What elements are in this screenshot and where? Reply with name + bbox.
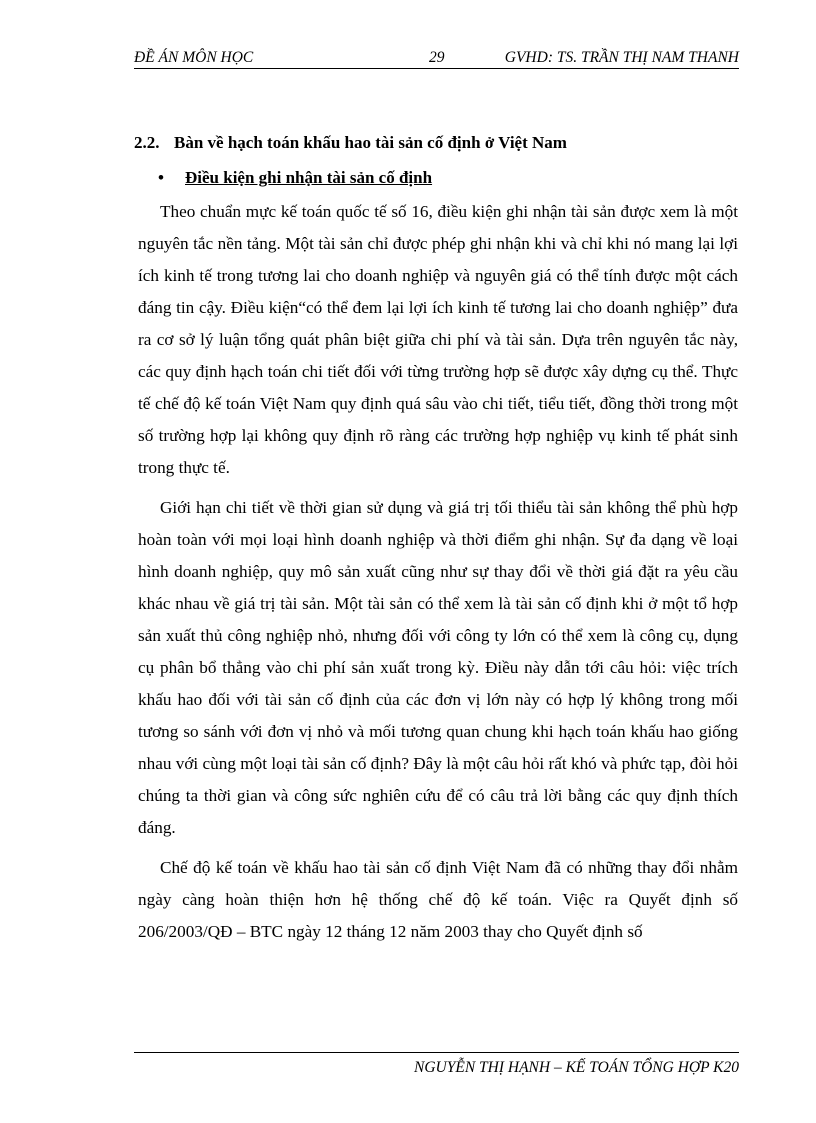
bullet-icon: • bbox=[158, 168, 164, 187]
header-course-title: ĐỀ ÁN MÔN HỌC bbox=[134, 49, 254, 66]
bullet-heading-text: Điều kiện ghi nhận tài sản cố định bbox=[185, 168, 433, 187]
bullet-heading bbox=[158, 166, 432, 190]
footer-divider bbox=[134, 1052, 739, 1053]
section-number: 2.2. bbox=[134, 133, 160, 152]
section-heading bbox=[134, 131, 567, 155]
header-supervisor: GVHD: TS. TRẦN THỊ NAM THANH bbox=[504, 49, 739, 66]
page-footer: NGUYỄN THỊ HẠNH – KẾ TOÁN TỔNG HỢP K20 bbox=[414, 1059, 739, 1076]
section-title: Bàn về hạch toán khấu hao tài sản cố định ở Việt Nam bbox=[174, 133, 567, 152]
page-header bbox=[134, 48, 739, 69]
paragraph: Chế độ kế toán về khấu hao tài sản cố định Việt Nam đã có những thay đổi nhằm ngày càng hoàn thiện hơn hệ thống chế độ kế toán. Việc ra Quyết định số 206/2003/QĐ – BTC ngày 12 tháng 12 năm 2003 thay cho Quyết định số bbox=[138, 857, 738, 942]
page-number: 29 bbox=[429, 49, 445, 66]
paragraph: Theo chuẩn mực kế toán quốc tế số 16, điều kiện ghi nhận tài sản được xem là một nguyên tắc nền tảng. Một tài sản chỉ được phép ghi nhận khi và chỉ khi nó mang lại lợi ích kinh tế trong tương lai cho doanh nghiệp và nguyên giá có thể tính được một cách đáng tin cậy. Điều kiện“có thể đem lại lợi ích kinh tế tương lai cho doanh nghiệp” đưa ra cơ sở lý luận tổng quát phân biệt giữa chi phí và tài sản. Dựa trên nguyên tắc này, các quy định hạch toán chi tiết đối với từng trường hợp sẽ được xây dựng cụ thể. Thực tế chế độ kế toán Việt Nam quy định quá sâu vào chi tiết, tiểu tiết, đồng thời trong một số trường hợp lại không quy định rõ ràng các trường hợp nghiệp vụ kinh tế phát sinh trong thực tế. bbox=[138, 202, 738, 478]
paragraph: Giới hạn chi tiết về thời gian sử dụng và giá trị tối thiểu tài sản không thể phù hợp hoàn toàn với mọi loại hình doanh nghiệp và thời điểm ghi nhận. Sự đa dạng về loại hình doanh nghiệp, quy mô sản xuất cũng như sự thay đổi về thời giá đặt ra yêu cầu khác nhau về giá trị tài sản. Một tài sản có thể xem là tài sản cố định khi ở một tổ hợp sản xuất thủ công nghiệp nhỏ, nhưng đối với công ty lớn có thể xem là công cụ, dụng cụ phân bổ thẳng vào chi phí sản xuất trong kỳ. Điều này dẫn tới câu hỏi: việc trích khấu hao đối với tài sản cố định của các đơn vị lớn này có hợp lý không trong mối tương so sánh với đơn vị nhỏ và mối tương quan chung khi hạch toán khấu hao giống nhau với cùng một loại tài sản cố định? Đây là một câu hỏi rất khó và phức tạp, đòi hỏi chúng ta thời gian và công sức nghiên cứu để có câu trả lời bằng các quy định thích đáng. bbox=[138, 497, 738, 838]
body-text bbox=[138, 196, 738, 956]
